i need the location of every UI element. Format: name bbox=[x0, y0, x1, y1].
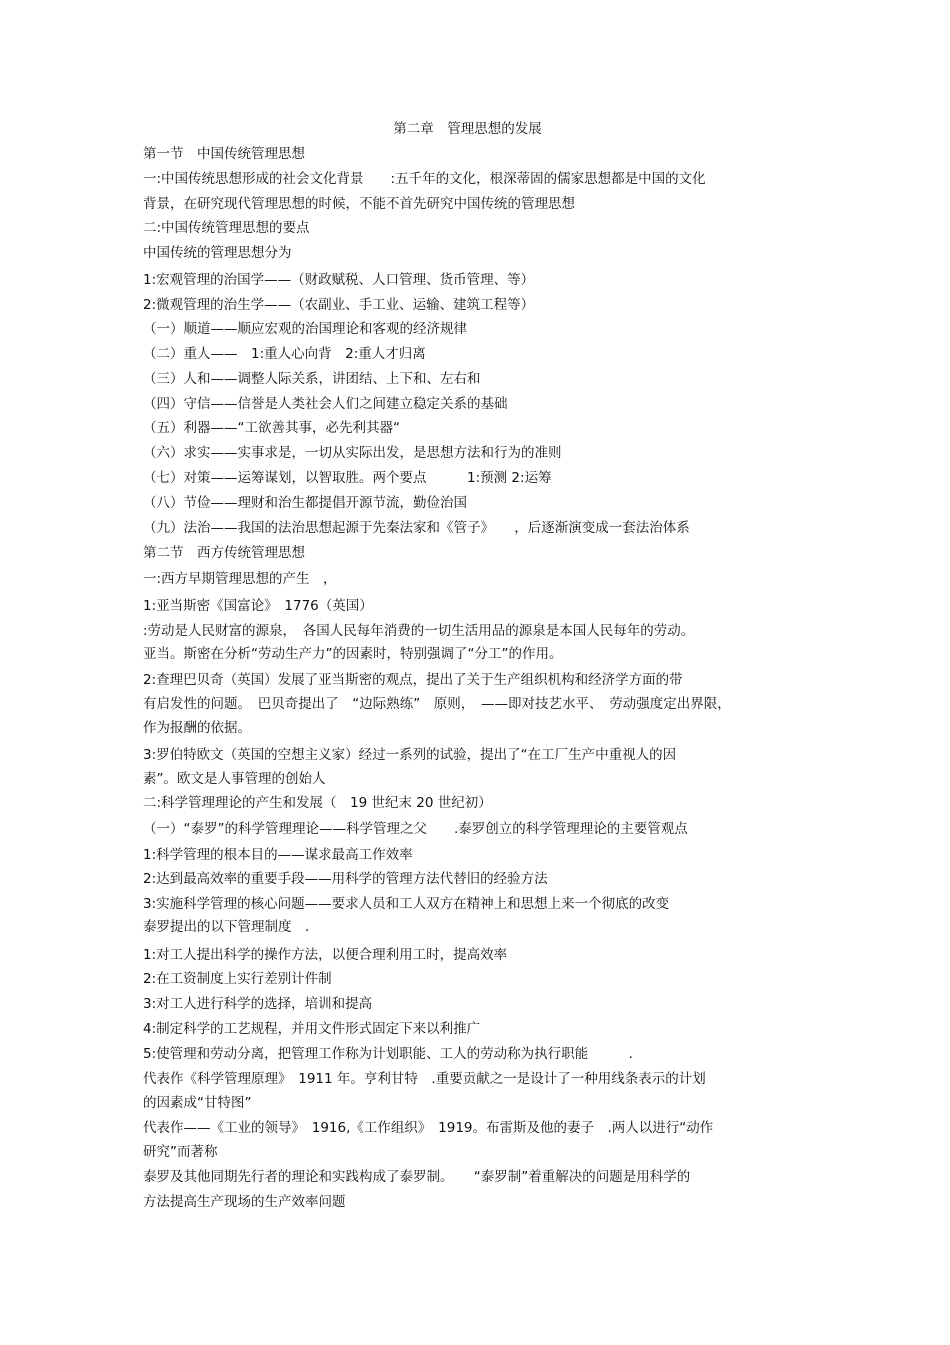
text-line: 素”。欧文是人事管理的创始人 bbox=[143, 771, 326, 787]
text-line: 2:微观管理的治生学——（农副业、手工业、运输、建筑工程等） bbox=[143, 297, 535, 313]
text-line: 1:宏观管理的治国学——（财政赋税、人口管理、货币管理、等） bbox=[143, 272, 535, 288]
text-line: 1:科学管理的根本目的——谋求最高工作效率 bbox=[143, 847, 413, 863]
text-line: 代表作——《工业的领导》 1916,《工作组织》 1919。布雷斯及他的妻子 .两人以进行“动作 bbox=[143, 1120, 714, 1136]
text-line: 4:制定科学的工艺规程，并用文件形式固定下来以利推广 bbox=[143, 1021, 481, 1037]
text-line: （八）节俭——理财和治生都提倡开源节流，勤俭治国 bbox=[143, 495, 467, 511]
text-line: 1:对工人提出科学的操作方法，以便合理利用工时，提高效率 bbox=[143, 947, 508, 963]
chapter-title: 第二章 管理思想的发展 bbox=[393, 121, 542, 137]
text-line: 二:科学管理理论的产生和发展（ 19 世纪末 20 世纪初） bbox=[143, 795, 492, 811]
text-line: 研究”而著称 bbox=[143, 1144, 218, 1160]
text-line: 5:使管理和劳动分离，把管理工作称为计划职能、工人的劳动称为执行职能 . bbox=[143, 1046, 633, 1062]
text-line: （九）法治——我国的法治思想起源于先秦法家和《管子》 ，后逐渐演变成一套法治体系 bbox=[143, 520, 690, 536]
text-line: 2:在工资制度上实行差别计件制 bbox=[143, 971, 332, 987]
section-2-heading: 第二节 西方传统管理思想 bbox=[143, 545, 305, 561]
text-line: :劳动是人民财富的源泉， 各国人民每年消费的一切生活用品的源泉是本国人民每年的劳动。 bbox=[143, 623, 695, 639]
text-line: 二:中国传统管理思想的要点 bbox=[143, 220, 310, 236]
text-line: 中国传统的管理思想分为 bbox=[143, 245, 292, 261]
text-line: 3:实施科学管理的核心问题——要求人员和工人双方在精神上和思想上来一个彻底的改变 bbox=[143, 896, 670, 912]
text-line: （二）重人—— 1:重人心向背 2:重人才归离 bbox=[143, 346, 426, 362]
text-line: （一）“泰罗”的科学管理理论——科学管理之父 .泰罗创立的科学管理理论的主要管观点 bbox=[143, 821, 688, 837]
text-line: （六）求实——实事求是，一切从实际出发，是思想方法和行为的准则 bbox=[143, 445, 562, 461]
text-line: 背景，在研究现代管理思想的时候，不能不首先研究中国传统的管理思想 bbox=[143, 196, 575, 212]
text-line: 2:查理巴贝奇（英国）发展了亚当斯密的观点，提出了关于生产组织机构和经济学方面的带 bbox=[143, 672, 683, 688]
text-line: （三）人和——调整人际关系，讲团结、上下和、左右和 bbox=[143, 371, 481, 387]
text-line: （一）顺道——顺应宏观的治国理论和客观的经济规律 bbox=[143, 321, 467, 337]
text-line: 有启发性的问题。 巴贝奇提出了 “边际熟练” 原则， ——即对技艺水平、 劳动强度定出界限， bbox=[143, 696, 731, 712]
section-1-heading: 第一节 中国传统管理思想 bbox=[143, 146, 305, 162]
text-line: 方法提高生产现场的生产效率问题 bbox=[143, 1194, 346, 1210]
text-line: （四）守信——信誉是人类社会人们之间建立稳定关系的基础 bbox=[143, 396, 508, 412]
text-line: 一:中国传统思想形成的社会文化背景 :五千年的文化，根深蒂固的儒家思想都是中国的文化 bbox=[143, 171, 706, 187]
text-line: 3:对工人进行科学的选择，培训和提高 bbox=[143, 996, 373, 1012]
text-line: （五）利器——“工欲善其事，必先利其器“ bbox=[143, 420, 400, 436]
text-line: 1:亚当斯密《国富论》 1776（英国） bbox=[143, 598, 373, 614]
text-line: 代表作《科学管理原理》 1911 年。亨利甘特 .重要贡献之一是设计了一种用线条表示的计划 bbox=[143, 1071, 706, 1087]
text-line: 泰罗提出的以下管理制度 . bbox=[143, 919, 310, 935]
text-line: 亚当。斯密在分析“劳动生产力”的因素时，特别强调了“分工”的作用。 bbox=[143, 646, 563, 662]
text-line: 的因素成“甘特图” bbox=[143, 1095, 252, 1111]
text-line: 2:达到最高效率的重要手段——用科学的管理方法代替旧的经验方法 bbox=[143, 871, 548, 887]
text-line: （七）对策——运筹谋划，以智取胜。两个要点 1:预测 2:运筹 bbox=[143, 470, 552, 486]
text-line: 3:罗伯特欧文（英国的空想主义家）经过一系列的试验，提出了“在工厂生产中重视人的因 bbox=[143, 747, 677, 763]
text-line: 作为报酬的依据。 bbox=[143, 720, 251, 736]
text-line: 一:西方早期管理思想的产生 ， bbox=[143, 571, 337, 587]
text-line: 泰罗及其他同期先行者的理论和实践构成了泰罗制。 “泰罗制”着重解决的问题是用科学的 bbox=[143, 1169, 691, 1185]
